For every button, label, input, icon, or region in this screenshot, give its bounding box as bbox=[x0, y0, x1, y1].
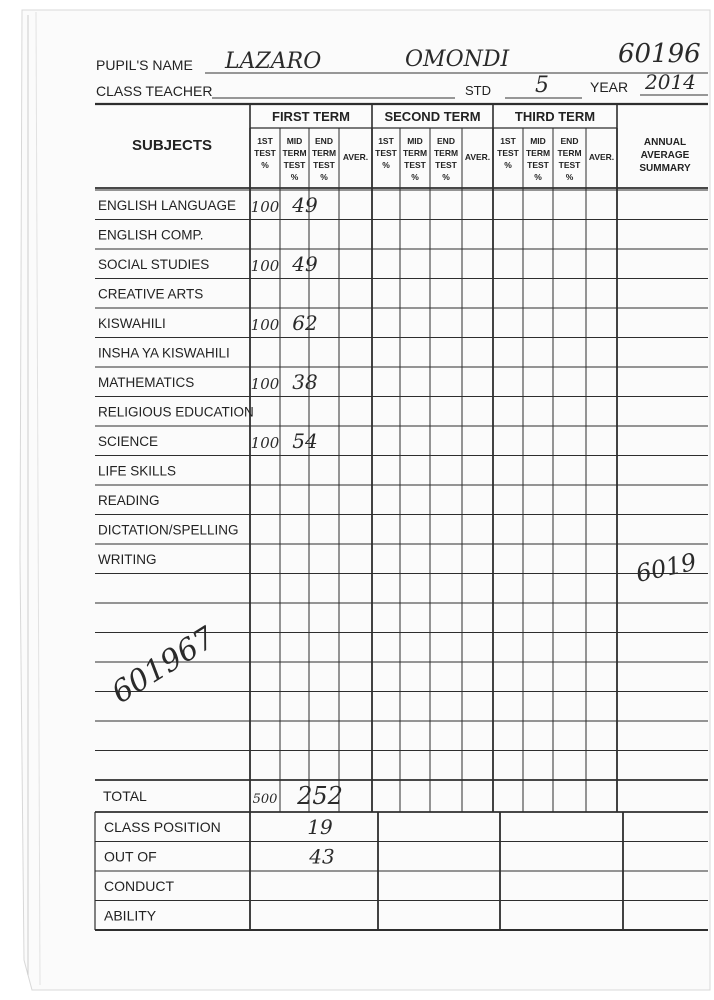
mid-term-score: 49 bbox=[292, 193, 318, 217]
subject-label: MATHEMATICS bbox=[98, 375, 195, 390]
subject-label: ENGLISH COMP. bbox=[98, 227, 204, 243]
subject-label: DICTATION/SPELLING bbox=[98, 522, 239, 538]
subject-label: WRITING bbox=[98, 552, 157, 567]
column-header: % bbox=[565, 172, 574, 182]
column-header: TEST bbox=[558, 160, 581, 170]
subject-label: CREATIVE ARTS bbox=[98, 286, 204, 302]
mid-term-score: 62 bbox=[292, 311, 318, 335]
mid-term-score: 38 bbox=[292, 370, 318, 394]
margin-note-left: 601967 bbox=[105, 620, 222, 711]
term-header: FIRST TERM bbox=[272, 109, 350, 124]
column-header: END bbox=[315, 136, 333, 146]
annual-summary-header: ANNUAL bbox=[643, 137, 687, 148]
admission-number: 60196 bbox=[618, 39, 701, 69]
column-header: TERM bbox=[402, 148, 428, 158]
annual-summary-header: SUMMARY bbox=[639, 163, 691, 174]
summary-label: OUT OF bbox=[104, 848, 157, 865]
summary-label: CONDUCT bbox=[104, 878, 174, 894]
subject-label: SCIENCE bbox=[98, 434, 159, 449]
column-header: TEST bbox=[527, 160, 549, 170]
column-header: TEST bbox=[497, 148, 519, 158]
subject-label: RELIGIOUS EDUCATION bbox=[98, 404, 254, 420]
first-test-score: 100 bbox=[250, 198, 280, 216]
subject-label: KISWAHILI bbox=[98, 316, 166, 331]
margin-note-right: 6019 bbox=[633, 547, 699, 588]
class-teacher-label: CLASS TEACHER bbox=[96, 83, 213, 99]
column-header: TEST bbox=[404, 160, 426, 170]
first-test-score: 100 bbox=[250, 375, 280, 393]
year-label: YEAR bbox=[590, 79, 629, 95]
mid-term-score: 49 bbox=[292, 252, 318, 276]
column-header: % bbox=[534, 172, 542, 182]
column-header: AVER. bbox=[342, 152, 369, 162]
total-max: 500 bbox=[252, 792, 278, 807]
subject-label: LIFE SKILLS bbox=[98, 463, 177, 479]
pupil-last-name: OMONDI bbox=[405, 47, 510, 72]
column-header: TERM bbox=[525, 148, 551, 158]
year-value: 2014 bbox=[645, 70, 696, 94]
column-header: % bbox=[504, 160, 512, 170]
term-header: THIRD TERM bbox=[514, 109, 596, 124]
subject-label: ENGLISH LANGUAGE bbox=[98, 198, 237, 213]
subjects-header: SUBJECTS bbox=[131, 137, 213, 154]
column-header: % bbox=[411, 172, 419, 182]
column-header: END bbox=[560, 136, 579, 146]
column-header: TEST bbox=[375, 148, 397, 158]
subject-label: INSHA YA KISWAHILI bbox=[98, 345, 230, 361]
column-header: TEST bbox=[313, 160, 335, 170]
pupil-name-label: PUPIL'S NAME bbox=[96, 57, 193, 73]
annual-summary-header: AVERAGE bbox=[640, 150, 690, 161]
column-header: TEST bbox=[435, 160, 457, 170]
class-position-value: 19 bbox=[307, 815, 333, 839]
column-header: 1ST bbox=[257, 136, 273, 146]
column-header: TERM bbox=[557, 148, 582, 158]
column-header: % bbox=[261, 160, 269, 170]
column-header: TEST bbox=[283, 160, 306, 170]
column-header: MID bbox=[407, 136, 423, 146]
column-header: TERM bbox=[282, 148, 307, 158]
term-header: SECOND TERM bbox=[384, 109, 481, 124]
column-header: % bbox=[290, 172, 299, 182]
column-header: AVER. bbox=[464, 152, 491, 162]
column-header: 1ST bbox=[378, 136, 394, 146]
first-test-score: 100 bbox=[250, 434, 280, 452]
column-header: % bbox=[382, 160, 390, 170]
column-header: END bbox=[437, 136, 455, 146]
total-score: 252 bbox=[297, 782, 343, 810]
column-header: % bbox=[320, 172, 328, 182]
std-label: STD bbox=[465, 83, 491, 98]
first-test-score: 100 bbox=[250, 316, 280, 334]
column-header: TEST bbox=[254, 148, 276, 158]
std-value: 5 bbox=[535, 73, 549, 98]
column-header: TERM bbox=[433, 148, 459, 158]
summary-label: CLASS POSITION bbox=[104, 819, 221, 835]
total-label: TOTAL bbox=[103, 788, 147, 804]
mid-term-score: 54 bbox=[292, 429, 318, 453]
column-header: 1ST bbox=[500, 136, 516, 146]
first-test-score: 100 bbox=[250, 257, 280, 275]
column-header: MID bbox=[530, 136, 546, 146]
out-of-value: 43 bbox=[309, 844, 335, 869]
column-header: % bbox=[442, 172, 450, 182]
pupil-first-name: LAZARO bbox=[225, 49, 322, 74]
subject-label: SOCIAL STUDIES bbox=[98, 257, 210, 272]
summary-label: ABILITY bbox=[104, 907, 157, 924]
column-header: TERM bbox=[311, 148, 337, 158]
subject-label: READING bbox=[98, 493, 160, 508]
column-header: AVER. bbox=[588, 152, 615, 162]
column-header: MID bbox=[286, 136, 303, 146]
